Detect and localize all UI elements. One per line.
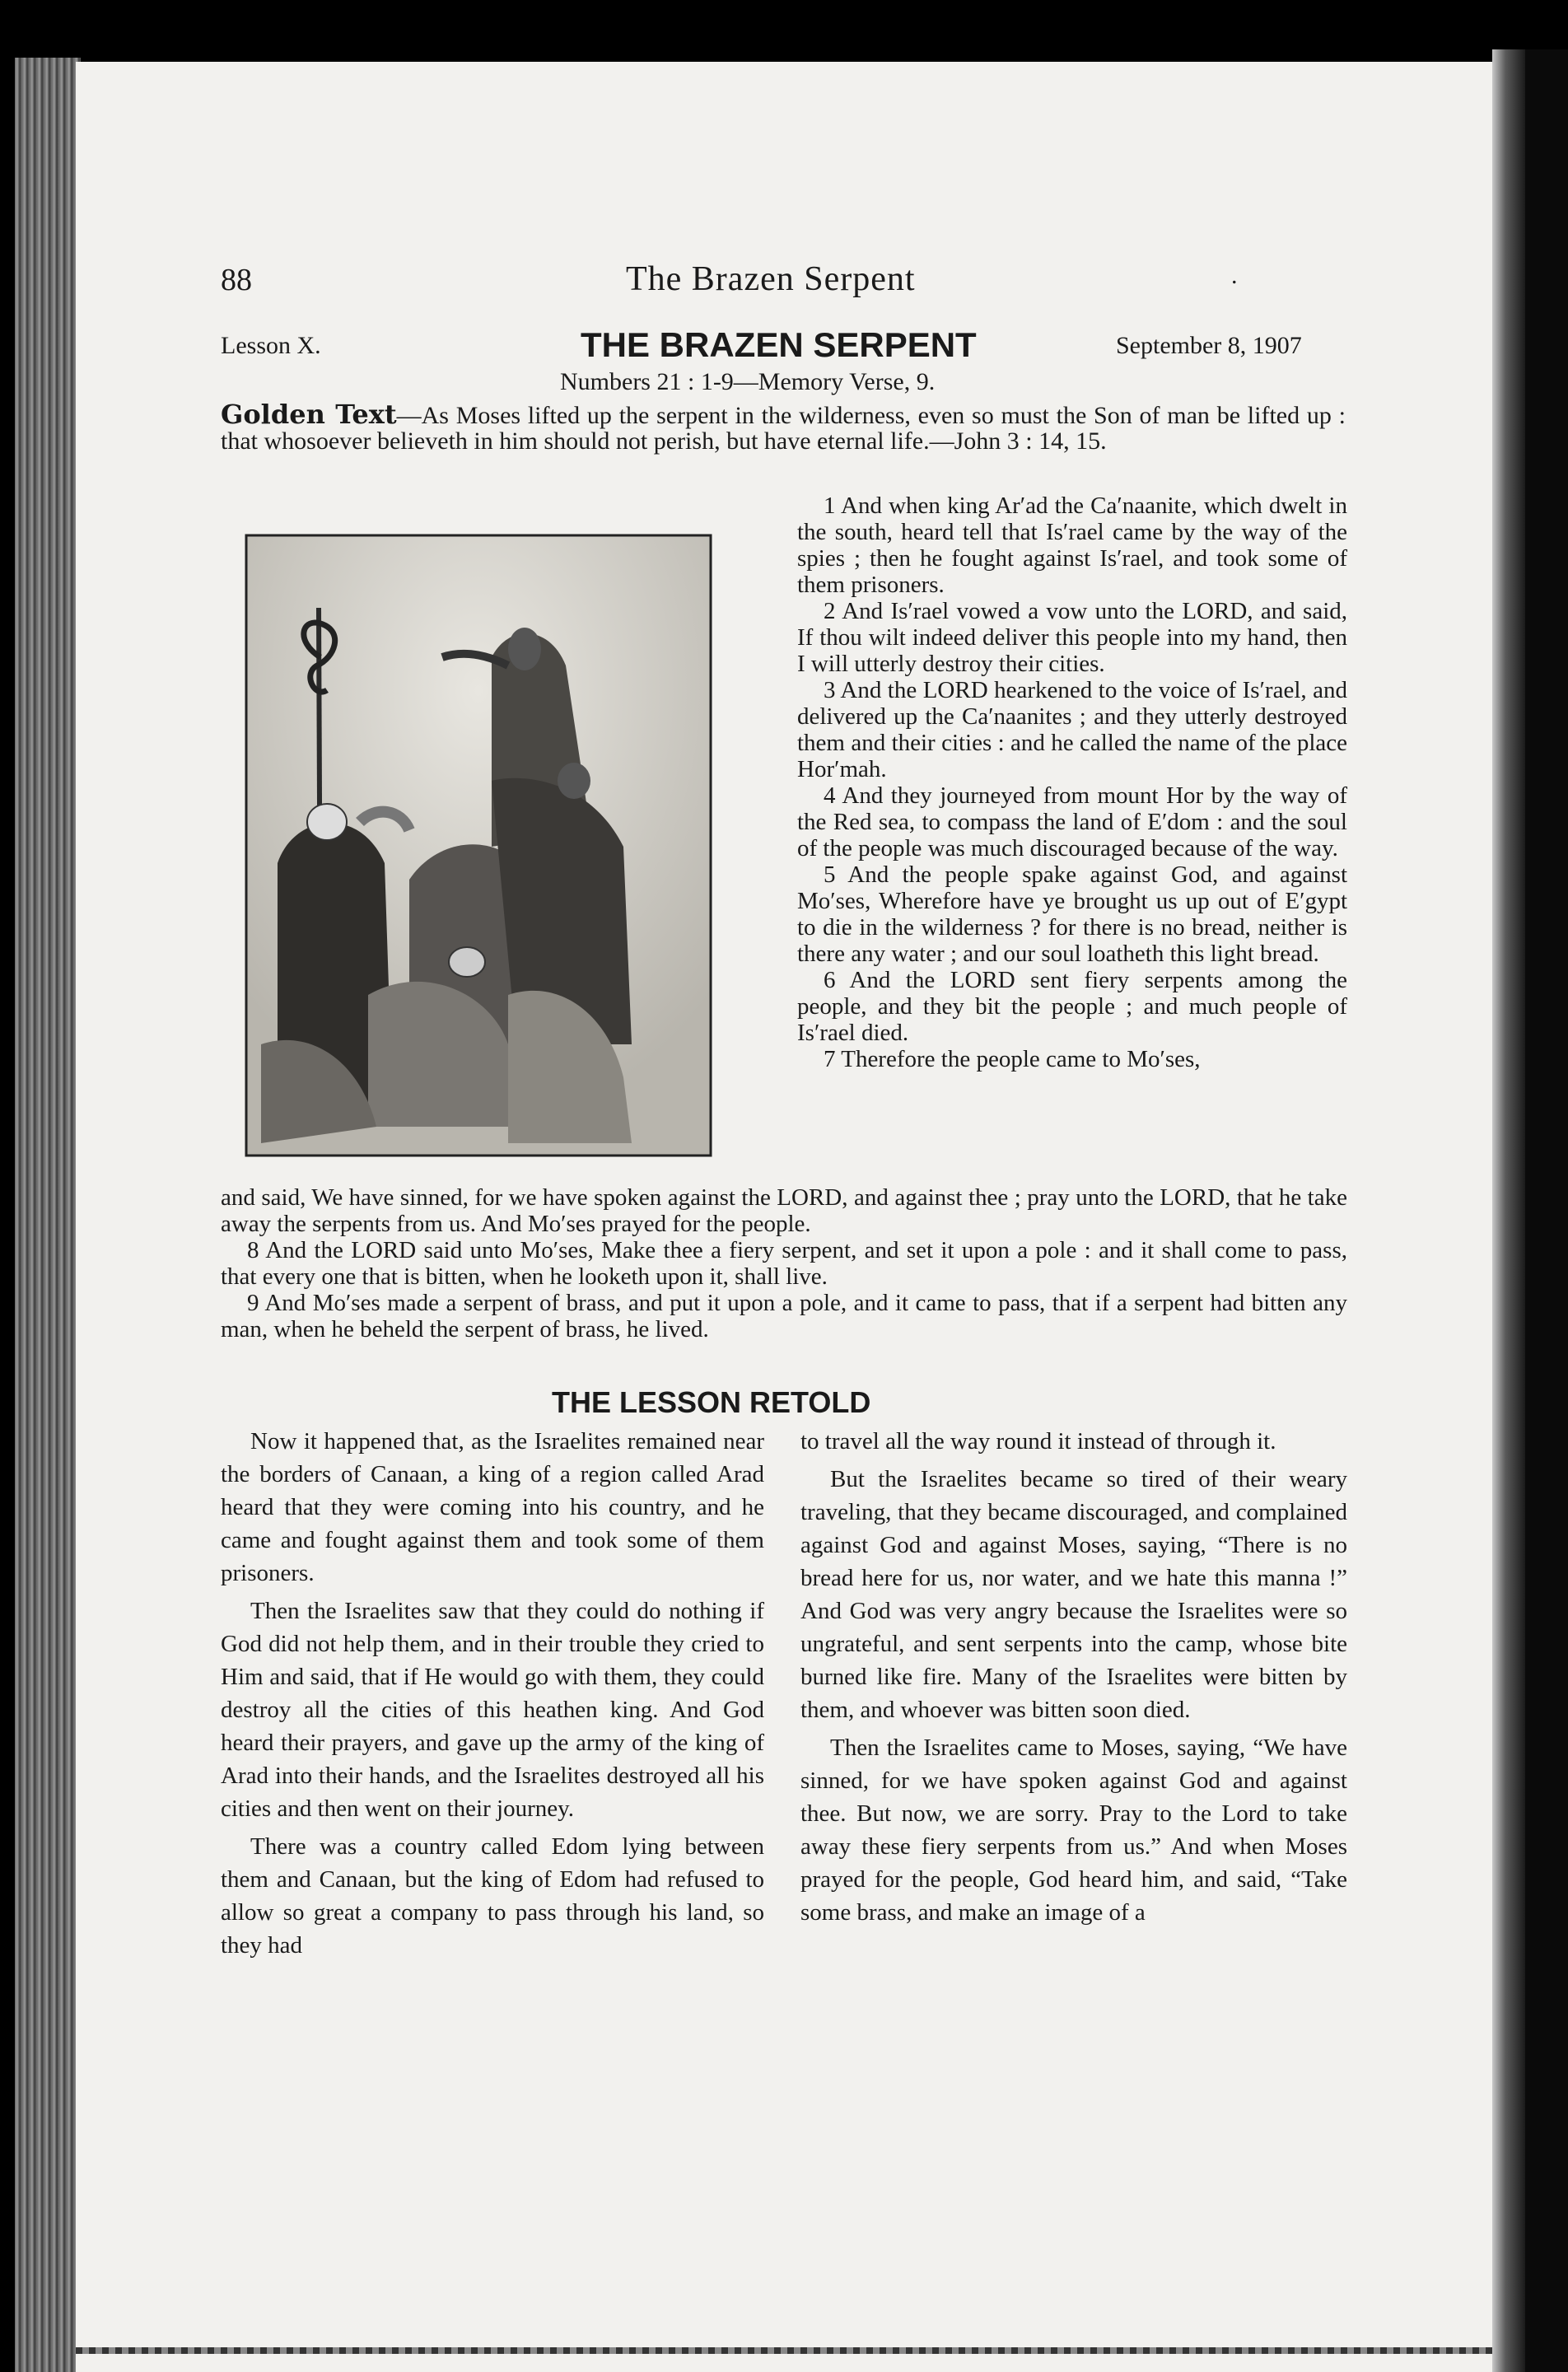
retold-left-column bbox=[221, 1425, 764, 1967]
lesson-date: September 8, 1907 bbox=[1116, 332, 1302, 359]
page-bottom-edge bbox=[76, 2347, 1492, 2354]
scripture-reference: Numbers 21 : 1-9—Memory Verse, 9. bbox=[560, 368, 936, 395]
verse-7-continued: and said, We have sinned, for we have spoken against the LORD, and against thee ; pray unto the LORD, that he take away the serpents from us. And Mo′ses prayed for the people. bbox=[221, 1184, 1347, 1237]
lesson-number: Lesson X. bbox=[221, 332, 321, 359]
retold-right-column bbox=[800, 1425, 1347, 1934]
scripture-verses-right bbox=[797, 493, 1347, 1072]
moses-brazen-serpent-illustration bbox=[245, 534, 712, 1157]
page-number: 88 bbox=[221, 263, 252, 297]
running-head: The Brazen Serpent bbox=[626, 260, 916, 298]
lesson-title: THE BRAZEN SERPENT bbox=[581, 325, 977, 364]
verse-9: 9 And Mo′ses made a serpent of brass, and put it upon a pole, and it came to pass, that if a serpent had bitten any man, when he beheld the serpent of brass, he lived. bbox=[221, 1290, 1347, 1342]
book-cover-right bbox=[1525, 49, 1568, 2372]
verse-6: 6 And the LORD sent fiery serpents among the people, and they bit the people ; and much people of Is′rael died. bbox=[797, 967, 1347, 1046]
verse-8: 8 And the LORD said unto Mo′ses, Make thee a fiery serpent, and set it upon a pole : and it shall come to pass, that every one that is bitten, when he looketh upon it, shall live. bbox=[221, 1237, 1347, 1290]
retold-section-title: THE LESSON RETOLD bbox=[552, 1385, 871, 1419]
book-page-edge-right bbox=[1492, 49, 1525, 2372]
verse-4: 4 And they journeyed from mount Hor by the way of the Red sea, to compass the land of E′dom : and the soul of the people was much discouraged because of the way. bbox=[797, 782, 1347, 861]
golden-text bbox=[221, 399, 1346, 455]
retold-paragraph: to travel all the way round it instead of through it. bbox=[800, 1428, 1276, 1454]
verse-7-start: 7 Therefore the people came to Mo′ses, bbox=[824, 1046, 1201, 1072]
verse-2: 2 And Is′rael vowed a vow unto the LORD, and said, If thou wilt indeed deliver this people into my hand, then I will utterly destroy their cities. bbox=[797, 598, 1347, 677]
verse-5: 5 And the people spake against God, and against Mo′ses, Wherefore have ye brought us up out of E′gypt to die in the wilderness ? for there is no bread, neither is there any water ; and our soul loatheth this light bread. bbox=[797, 861, 1347, 967]
running-head-mark: . bbox=[1231, 262, 1238, 289]
verse-1: 1 And when king Ar′ad the Ca′naanite, which dwelt in the south, heard tell that Is′rael came by the way of the spies ; then he fought against Is′rael, and took some of them prisoners. bbox=[797, 493, 1347, 598]
golden-text-label: Golden Text bbox=[221, 399, 397, 430]
book-page-edges-left bbox=[15, 58, 81, 2372]
retold-paragraph: Now it happened that, as the Israelites remained near the borders of Canaan, a king of a region called Arad heard that they were coming into his country, and he came and fought against them and took some of them prisoners. bbox=[221, 1428, 764, 1586]
golden-text-body: —As Moses lifted up the serpent in the wilderness, even so must the Son of man be lifted up : that whosoever believeth in him should not perish, but have eternal life.—John 3 : 14, 15. bbox=[221, 402, 1346, 455]
verse-3: 3 And the LORD hearkened to the voice of Is′rael, and delivered up the Ca′naanites ; and they utterly destroyed them and their cities : and he called the name of the place Hor′mah. bbox=[797, 677, 1347, 782]
retold-paragraph: Then the Israelites came to Moses, saying, “We have sinned, for we have spoken against God and against thee. But now, we are sorry. Pray to the Lord to take away these fiery serpents from us.” And when Moses prayed for the people, God heard him, and said, “Take some brass, and make an image of a bbox=[800, 1735, 1347, 1926]
retold-paragraph: But the Israelites became so tired of their weary traveling, that they became discouraged, and complained against God and against Moses, saying, “There is no bread here for us, nor water, and we hate this manna !” And God was very angry because the Israelites were so ungrateful, and sent serpents into the camp, whose bite burned like fire. Many of the Israelites were bitten by them, and whoever was bitten soon died. bbox=[800, 1466, 1347, 1723]
retold-paragraph: There was a country called Edom lying between them and Canaan, but the king of Edom had refused to allow so great a company to pass through his land, so they had bbox=[221, 1833, 764, 1959]
scripture-verses-full-width bbox=[221, 1184, 1347, 1342]
retold-paragraph: Then the Israelites saw that they could do nothing if God did not help them, and in their trouble they cried to Him and said, that if He would go with them, they could destroy all the cities of this heathen king. And God heard their prayers, and gave up the army of the king of Arad into their hands, and the Israelites destroyed all his cities and then went on their journey. bbox=[221, 1598, 764, 1822]
